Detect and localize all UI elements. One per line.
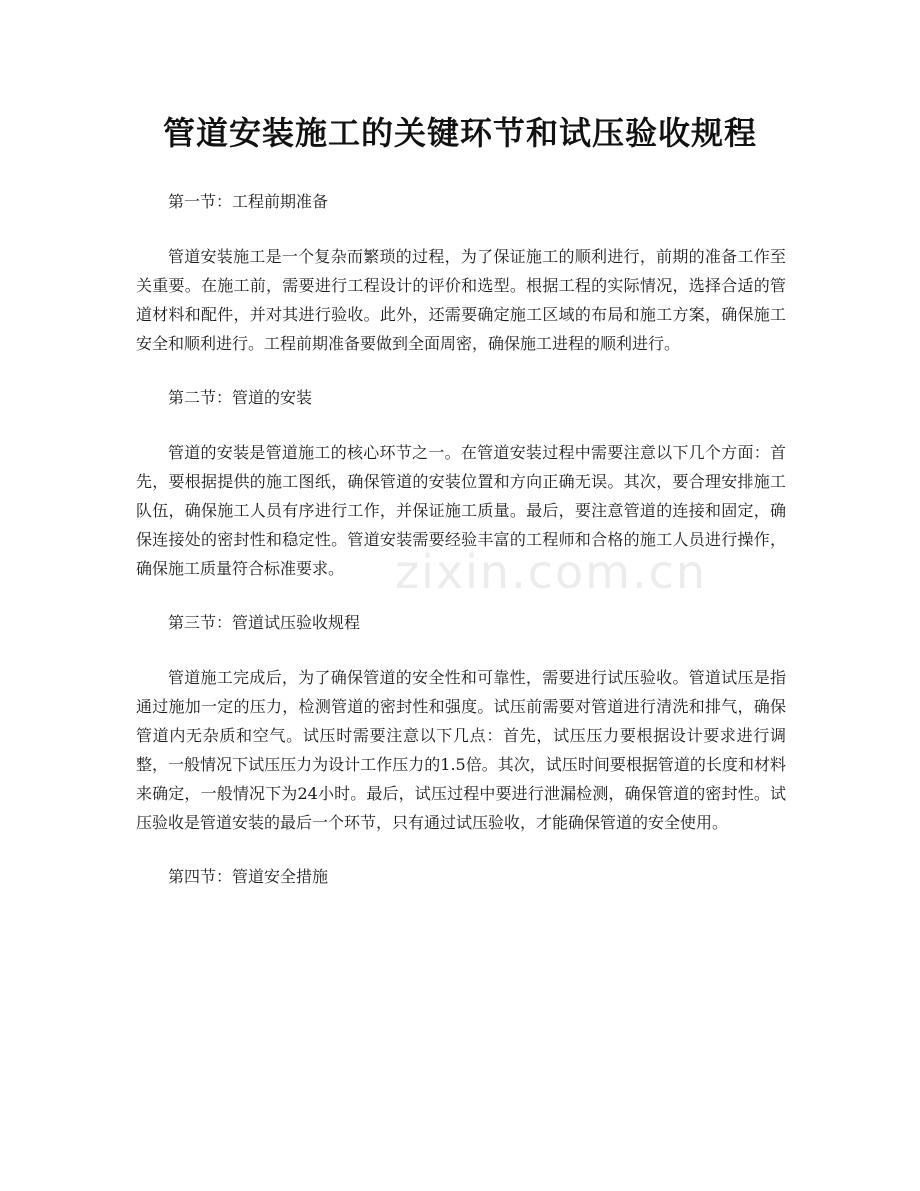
section-3-paragraph: 管道施工完成后，为了确保管道的安全性和可靠性，需要进行试压验收。管道试压是指通过施加一定的压力，检测管道的密封性和强度。试压前需要对管道进行清洗和排气，确保管道内无杂质和空气。试压时需要注意以下几点：首先，试压压力要根据设计要求进行调整，一般情况下试压压力为设计工作压力的1.5倍。其次，试压时间要根据管道的长度和材料来确定，一般情况下为24小时。最后，试压过程中要进行泄漏检测，确保管道的密封性。试压验收是管道安装的最后一个环节，只有通过试压验收，才能确保管道的安全使用。 (136, 668, 786, 832)
document-title: 管道安装施工的关键环节和试压验收规程 (162, 114, 757, 152)
document-body (136, 188, 786, 917)
section-4-heading: 第四节：管道安全措施 (168, 867, 329, 886)
section-2-paragraph: 管道的安装是管道施工的核心环节之一。在管道安装过程中需要注意以下几个方面：首先，要根据提供的施工图纸，确保管道的安装位置和方向正确无误。其次，要合理安排施工队伍，确保施工人员有序进行工作，并保证施工质量。最后，要注意管道的连接和固定，确保连接处的密封性和稳定性。管道安装需要经验丰富的工程师和合格的施工人员进行操作，确保施工质量符合标准要求。 (136, 443, 786, 578)
watermark: zixin.com.cn (395, 545, 708, 599)
section-1-paragraph: 管道安装施工是一个复杂而繁琐的过程，为了保证施工的顺利进行，前期的准备工作至关重要。在施工前，需要进行工程设计的评价和选型。根据工程的实际情况，选择合适的管道材料和配件，并对其进行验收。此外，还需要确定施工区域的布局和施工方案，确保施工安全和顺利进行。工程前期准备要做到全面周密，确保施工进程的顺利进行。 (136, 247, 786, 353)
section-2-heading: 第二节：管道的安装 (168, 388, 313, 407)
section-3-heading: 第三节：管道试压验收规程 (168, 613, 361, 632)
section-1-heading: 第一节：工程前期准备 (168, 192, 329, 211)
